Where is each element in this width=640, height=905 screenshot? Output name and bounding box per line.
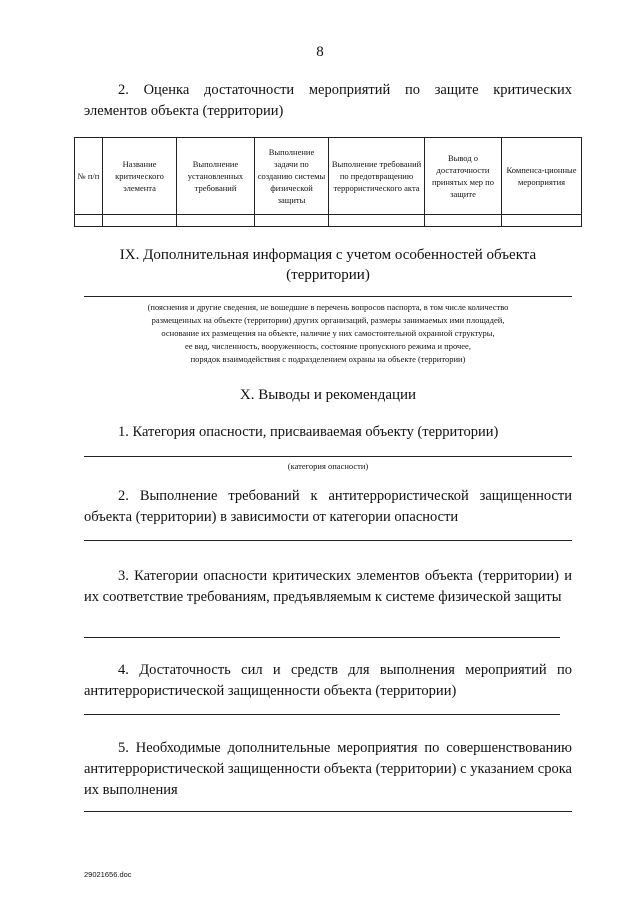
fill-line xyxy=(84,637,560,638)
table-cell xyxy=(329,215,425,227)
section9-title-line1: IX. Дополнительная информация с учетом особенностей объекта xyxy=(119,247,537,263)
section9-title xyxy=(84,245,572,285)
table-header-cell: Вывод о достаточности принятых мер по защите xyxy=(425,138,502,215)
hint-line: порядок взаимодействия с подразделением охраны на объекте (территории) xyxy=(190,354,466,364)
hint-line: ее вид, численность, вооруженность, состояние пропускного режима и прочее, xyxy=(185,341,471,351)
table-cell xyxy=(177,215,255,227)
fill-line xyxy=(84,296,572,297)
hint-line: основание их размещения на объекте, наличие у них самостоятельной охранной структуры, xyxy=(161,328,495,338)
table-header-cell: № п/п xyxy=(75,138,103,215)
section10-item2-text: 2. Выполнение требований к антитеррористической защищенности объекта (территории) в зависимости от категории опасности xyxy=(84,488,572,525)
critical-elements-table xyxy=(74,137,582,227)
table-cell xyxy=(255,215,329,227)
section10-item5 xyxy=(84,738,572,801)
fill-line xyxy=(84,811,572,812)
table-row xyxy=(75,215,582,227)
section10-item3 xyxy=(84,566,572,608)
table-cell xyxy=(75,215,103,227)
table-cell xyxy=(103,215,177,227)
section10-item1 xyxy=(84,422,572,443)
section10-item1-text: 1. Категория опасности, присваиваемая объекту (территории) xyxy=(118,424,499,440)
section10-item2 xyxy=(84,486,572,528)
table-header-cell: Выполнение задачи по созданию системы физической защиты xyxy=(255,138,329,215)
fill-line xyxy=(84,456,572,457)
footer-filename: 29021656.doc xyxy=(84,870,132,879)
fill-line xyxy=(84,540,572,541)
section10-item3-text: 3. Категории опасности критических элементов объекта (территории) и их соответствие требованиям, предъявляемым к системе физической защиты xyxy=(84,568,572,605)
section10-item1-hint: (категория опасности) xyxy=(287,461,369,471)
page-number: 8 xyxy=(316,44,324,60)
table-header-cell: Выполнение требований по предотвращению террористического акта xyxy=(329,138,425,215)
section8-item2-text: 2. Оценка достаточности мероприятий по защите критических элементов объекта (территории) xyxy=(84,82,572,119)
table-cell xyxy=(425,215,502,227)
section10-title: X. Выводы и рекомендации xyxy=(239,387,417,403)
table-header-cell: Компенса-ционные мероприятия xyxy=(502,138,582,215)
hint-line: (пояснения и другие сведения, не вошедшие в перечень вопросов паспорта, в том числе количество xyxy=(147,302,509,312)
table-header-cell: Выполнение установленных требований xyxy=(177,138,255,215)
table-header-row xyxy=(75,138,582,215)
section9-hint xyxy=(84,301,572,366)
table-cell xyxy=(502,215,582,227)
table-header-cell: Название критического элемента xyxy=(103,138,177,215)
section10-item5-text: 5. Необходимые дополнительные мероприятия по совершенствованию антитеррористической защищенности объекта (территории) с указанием срока их выполнения xyxy=(84,740,572,798)
section8-item2 xyxy=(84,80,572,122)
section9-title-line2: (территории) xyxy=(286,267,370,283)
section10-item4-text: 4. Достаточность сил и средств для выполнения мероприятий по антитеррористической защищенности объекта (территории) xyxy=(84,662,572,699)
fill-line xyxy=(84,714,560,715)
hint-line: размещенных на объекте (территории) других организаций, размеры занимаемых ими площадей, xyxy=(151,315,505,325)
section10-item4 xyxy=(84,660,572,702)
